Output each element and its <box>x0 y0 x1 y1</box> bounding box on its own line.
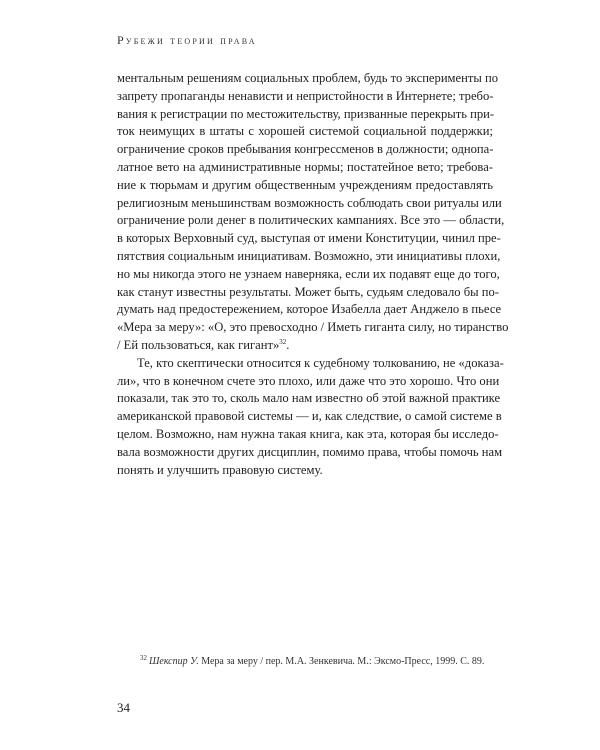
text-line: ли», что в конечном счете это плохо, или даже что это хорошо. Что они <box>117 373 500 388</box>
footnote-author: Шекспир У. <box>149 656 199 667</box>
text-line: в которых Верховный суд, выступая от имени Конституции, чинил пре- <box>117 231 501 246</box>
text-line: ограничение сроков пребывания конгрессменов в должности; однопа- <box>117 142 494 157</box>
page-number: 34 <box>117 700 130 715</box>
text-line <box>117 337 493 355</box>
text-line: «Мера за меру»: «О, это превосходно / Иметь гиганта силу, но тиранство <box>117 320 509 335</box>
footnote-number: 32 <box>140 653 147 662</box>
text-punctuation: . <box>286 337 290 352</box>
text-line-content: / Ей пользоваться, как гигант» <box>117 337 280 352</box>
text-line: показали, так это то, сколь мало нам известно об этой важной практике <box>117 391 501 406</box>
footnote <box>140 653 500 667</box>
text-line: вания к регистрации по местожительству, призванные перекрыть при- <box>117 106 495 121</box>
text-line: ние к тюрьмам и другим общественным учреждениям предоставлять <box>117 177 493 192</box>
text-line: понять и улучшить правовую систему. <box>117 462 323 477</box>
running-head: Рубежи теории права <box>117 33 257 47</box>
text-line: Те, кто скептически относится к судебному толкованию, не «доказа- <box>137 355 504 370</box>
paragraph-2 <box>117 355 504 480</box>
text-line: вала возможности других дисциплин, помимо права, чтобы помочь нам <box>117 444 503 459</box>
footnote-reference[interactable]: 32 <box>279 337 287 346</box>
text-line: ограничение роли денег в политических кампаниях. Все это — области, <box>117 213 505 228</box>
text-line: латное вето на административные нормы; постатейное вето; требова- <box>117 159 493 174</box>
text-line: религиозным меньшинствам возможность соблюдать свои ритуалы или <box>117 195 502 210</box>
paragraph-1 <box>117 70 509 355</box>
text-line: думать над предостережением, которое Изабелла дает Анджело в пьесе <box>117 302 502 317</box>
text-line: пятствия социальным инициативам. Возможно, эти инициативы плохи, <box>117 248 501 263</box>
text-line: ток неимущих в штаты с хорошей системой социальной поддержки; <box>117 124 493 139</box>
text-line: целом. Возможно, нам нужна такая книга, как эта, которая бы исследо- <box>117 426 499 441</box>
text-line: ментальным решениям социальных проблем, будь то эксперименты по <box>117 71 499 85</box>
footnote-text: Мера за меру / пер. М.А. Зенкевича. М.: Эксмо-Пресс, 1999. С. 89. <box>198 656 485 667</box>
text-line: но мы никогда этого не узнаем наверняка, если их подавят еще до того, <box>117 266 500 281</box>
text-line: запрету пропаганды ненависти и непристойности в Интернете; требо- <box>117 88 494 103</box>
body-text <box>117 70 509 479</box>
text-line: американской правовой системы — и, как следствие, о самой системе в <box>117 409 502 424</box>
text-line: как станут известны результаты. Может быть, судьям следовало бы по- <box>117 284 499 299</box>
